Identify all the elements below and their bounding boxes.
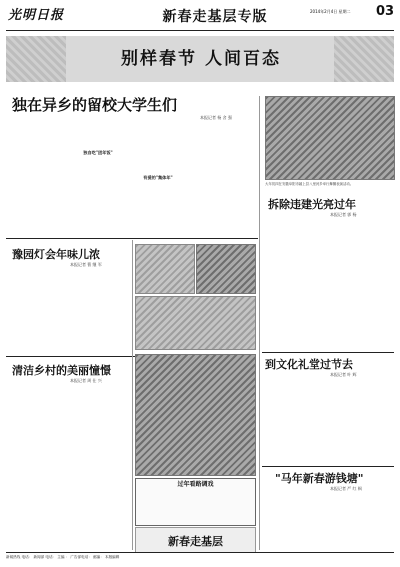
main-byline: 本报记者 杨 舍 强 [200, 115, 232, 120]
culture-byline: 本报记者 叶 辉 [330, 372, 357, 377]
dateline: 2014年2月4日 星期二 [310, 9, 351, 14]
demolition-byline: 本报记者 郭 杨 [330, 212, 357, 217]
collage-photo-2 [196, 244, 256, 294]
column-separator-1 [132, 240, 133, 550]
demolition-headline: 拆除违建光亮过年 [268, 198, 356, 211]
main-text-col-4 [190, 124, 246, 234]
edition-title: 新春走基层专版 [162, 9, 268, 25]
footer-info: 新闻热线 电话： 新闻部 电话： 主编 ： 广告部电话： 邮编： 本版编辑 [6, 555, 120, 559]
header-rule [6, 30, 394, 31]
main-text-col-3 [130, 124, 186, 234]
main-text-col-1 [10, 124, 66, 234]
banner-photo-right [334, 36, 394, 82]
main-headline: 独在异乡的留校大学生们 [12, 96, 178, 114]
main-text-col-2 [70, 124, 126, 234]
main-photo [265, 96, 395, 180]
notice-text [139, 490, 252, 524]
page-number: 03 [376, 4, 395, 19]
section-rule-1 [6, 238, 258, 239]
main-subhead-2: 有爱的"集体年" [143, 175, 173, 180]
demolition-text-col-2 [331, 220, 393, 350]
center-large-photo [135, 354, 256, 476]
culture-text-col-1 [265, 380, 327, 460]
footer-rule [6, 552, 394, 553]
horse-headline: "马年新春游钱塘" [275, 472, 364, 485]
village-text-col-1 [10, 386, 68, 548]
notice-title: 过年看路调戏 [177, 481, 214, 488]
masthead-logo: 光明日报 [8, 8, 65, 23]
section-rule-3 [262, 352, 394, 353]
village-byline: 本报记者 周 仕 兴 [70, 378, 102, 383]
main-photo-caption: 大年初四在安徽阜阳市颍上县八里河乡举行舞狮表演活动。 [265, 182, 354, 186]
banner-photo-left [6, 36, 66, 82]
culture-headline: 到文化礼堂过节去 [265, 358, 353, 371]
village-headline: 清洁乡村的美丽憧憬 [12, 364, 111, 377]
banner-title: 别样春节 人间百态 [121, 49, 281, 69]
horse-byline: 本报记者 严 红 枫 [330, 486, 362, 491]
lantern-headline: 豫园灯会年味儿浓 [12, 248, 100, 261]
demolition-text-col-1 [265, 220, 327, 350]
collage-photo-1 [135, 244, 195, 294]
culture-text-col-2 [331, 380, 393, 460]
horse-text-col-2 [331, 494, 393, 550]
section-rule-2 [6, 356, 136, 357]
lantern-byline: 本报记者 曹 继 军 [70, 262, 102, 267]
section-banner [6, 36, 394, 82]
section-logo-text: 新春走基层 [168, 535, 223, 548]
section-rule-4 [262, 466, 394, 467]
main-subhead-1: 独自吃"团年饭" [83, 150, 113, 155]
lantern-text-col-2 [72, 270, 130, 352]
notice-box [135, 478, 256, 526]
lantern-text-col-1 [10, 270, 68, 352]
column-separator-2 [259, 96, 260, 550]
horse-text-col-1 [265, 494, 327, 550]
section-logo [135, 527, 256, 553]
collage-photo-3 [135, 296, 256, 350]
village-text-col-2 [72, 386, 130, 548]
